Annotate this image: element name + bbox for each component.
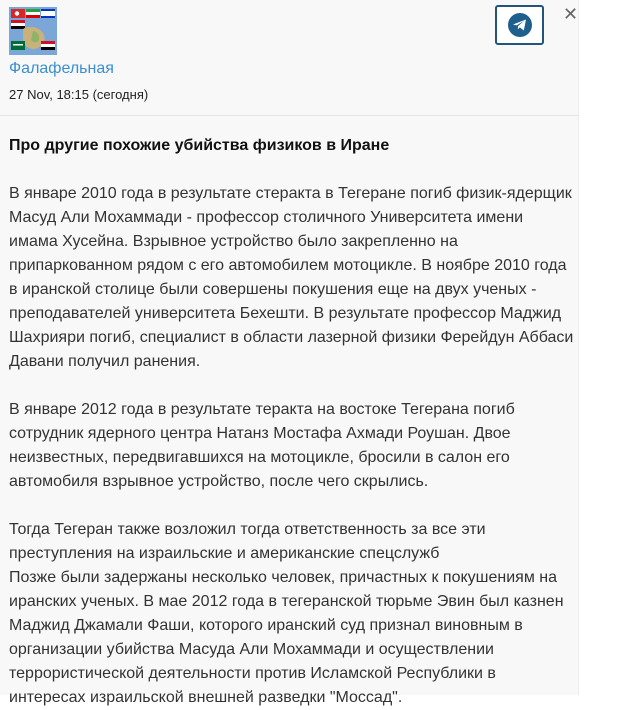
- post-paragraph: В январе 2012 года в результате теракта на востоке Тегерана погиб сотрудник ядерного центра Натанз Мостафа Ахмади Роушан. Двое неизвестных, передвигавшихся на мотоцикле, бросили в салон его автомобиля взрывное устройство, после чего скрылись.: [9, 401, 515, 490]
- post-content: [9, 134, 575, 710]
- telegram-icon: [507, 12, 533, 38]
- post-paragraph: В январе 2010 года в результате стеракта в Тегеране погиб физик-ядерщик Масуд Али Мохаммади - профессор столичного Университета имени имама Хусейна. Взрывное устройство было закрепленно на припаркованном рядом с его автомобилем мотоцикле. В ноябре 2010 года в иранской столице были совершены покушения еще на двух ученых - преподавателей университета Бехешти. В результате профессор Маджид Шахрияри погиб, специалист в области лазерной физики Ферейдун Аббаси Давани получил ранения.: [9, 185, 574, 370]
- post-paragraph-line: Позже были задержаны несколько человек, причастных к покушениям на иранских ученых. В мае 2012 года в тегеранской тюрьме Эвин был казнен Маджид Джамали Фаши, которого иранский суд признал виновным в организации убийства Масуда Али Мохаммади и осуществлении террористической деятельности против Исламской Республики в интересах израильской внешней разведки "Моссад".: [9, 569, 564, 706]
- post-paragraph: [9, 518, 575, 710]
- post-paragraph-line: Тогда Тегеран также возложил тогда ответственность за все эти преступления на израильские и американские спецслужб: [9, 521, 486, 562]
- post-title: Про другие похожие убийства физиков в Иране: [9, 137, 390, 154]
- post-date: 27 Nov, 18:15 (сегодня): [9, 87, 149, 102]
- close-icon[interactable]: ✕: [563, 4, 579, 24]
- flags-map-icon: [9, 7, 57, 55]
- channel-name-link[interactable]: Фалафельная: [9, 60, 114, 77]
- post-header: [0, 0, 578, 116]
- channel-avatar[interactable]: [9, 7, 57, 55]
- telegram-button[interactable]: [495, 5, 544, 45]
